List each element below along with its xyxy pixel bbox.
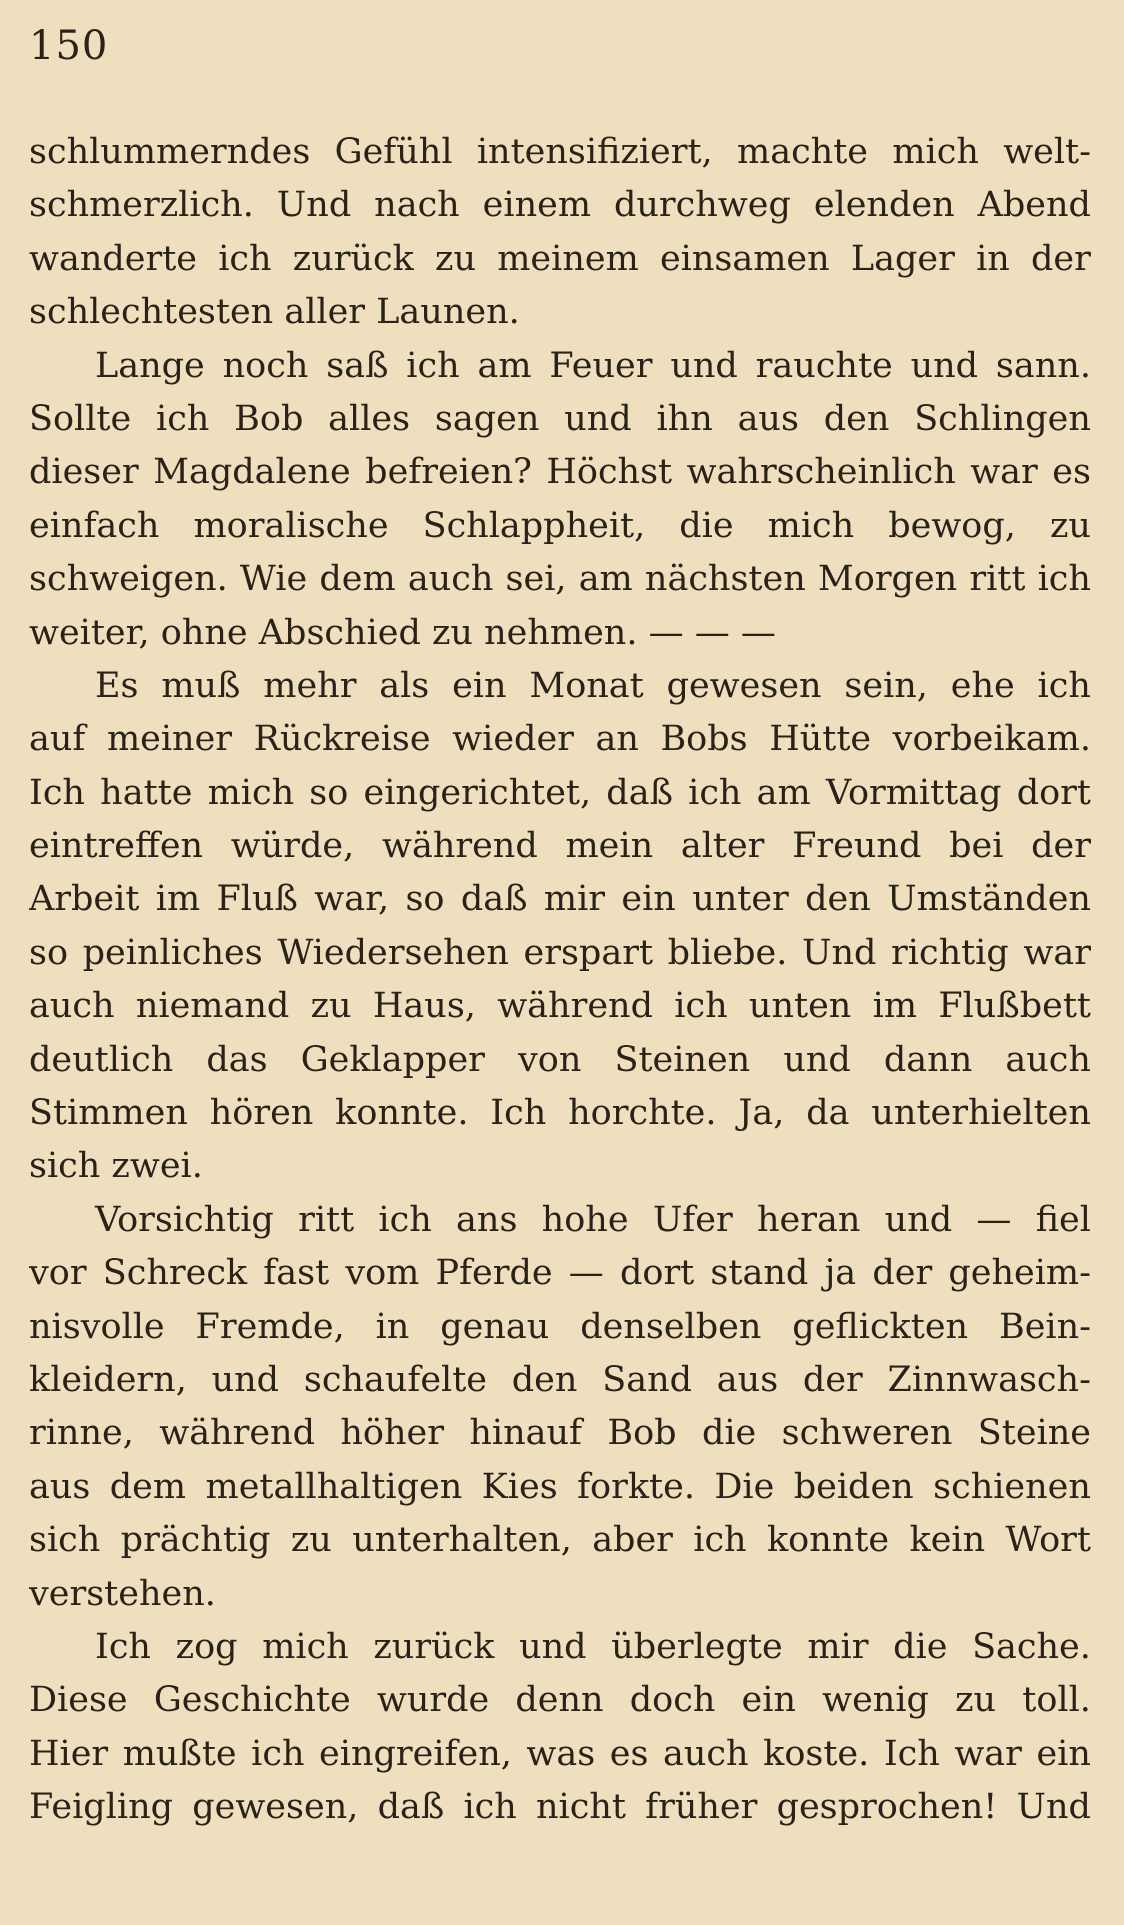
text-line: sich prächtig zu unterhalten, aber ich konnte kein Wort [29, 1520, 1091, 1561]
text-line: Stimmen hören konnte. Ich horchte. Ja, da unterhielten [29, 1093, 1091, 1134]
text-line: Ich zog mich zurück und überlegte mir die Sache. [95, 1626, 1091, 1667]
text-line: weiter, ohne Abschied zu nehmen. — — — [29, 612, 776, 653]
text-line: auch niemand zu Haus, während ich unten im Flußbett [29, 986, 1091, 1027]
text-line: schlechtesten aller Launen. [29, 292, 520, 333]
text-line: sich zwei. [29, 1146, 203, 1187]
text-line: rinne, während höher hinauf Bob die schweren Steine [29, 1413, 1091, 1454]
text-line: Hier mußte ich eingreifen, was es auch koste. Ich war ein [29, 1733, 1091, 1774]
body-text [29, 126, 1091, 1835]
text-line: wanderte ich zurück zu meinem einsamen Lager in der [29, 238, 1091, 279]
text-line: schlummerndes Gefühl intensifiziert, machte mich welt- [29, 132, 1091, 172]
text-line: einfach moralische Schlappheit, die mich bewog, zu [29, 505, 1091, 546]
text-line: vor Schreck fast vom Pferde — dort stand ja der geheim- [29, 1253, 1091, 1294]
text-line: Vorsichtig ritt ich ans hohe Ufer heran und — fiel [95, 1199, 1091, 1240]
text-line: Sollte ich Bob alles sagen und ihn aus den Schlingen [29, 398, 1091, 439]
text-line: auf meiner Rückreise wieder an Bobs Hütte vorbeikam. [29, 719, 1091, 760]
text-line: Es muß mehr als ein Monat gewesen sein, ehe ich [95, 665, 1091, 706]
text-line: so peinliches Wiedersehen erspart bliebe. Und richtig war [29, 932, 1091, 973]
text-line: Diese Geschichte wurde denn doch ein wenig zu toll. [29, 1680, 1091, 1721]
text-line: Arbeit im Fluß war, so daß mir ein unter den Umständen [29, 879, 1091, 920]
text-line: deutlich das Geklapper von Steinen und dann auch [29, 1039, 1091, 1080]
page-number: 150 [29, 23, 109, 69]
text-line: schmerzlich. Und nach einem durchweg elenden Abend [29, 185, 1091, 226]
text-line: verstehen. [29, 1573, 216, 1614]
text-line: schweigen. Wie dem auch sei, am nächsten Morgen ritt ich [29, 559, 1091, 600]
text-line: Feigling gewesen, daß ich nicht früher gesprochen! Und [29, 1787, 1091, 1828]
text-line: aus dem metallhaltigen Kies forkte. Die beiden schienen [29, 1466, 1091, 1507]
text-line: Ich hatte mich so eingerichtet, daß ich am Vormittag dort [29, 772, 1091, 813]
text-line: eintreffen würde, während mein alter Freund bei der [29, 826, 1091, 867]
text-line: Lange noch saß ich am Feuer und rauchte und sann. [95, 345, 1091, 386]
text-line: kleidern, und schaufelte den Sand aus der Zinnwasch- [29, 1359, 1091, 1400]
text-line: dieser Magdalene befreien? Höchst wahrscheinlich war es [29, 452, 1091, 493]
text-line: nisvolle Fremde, in genau denselben geflickten Bein- [29, 1306, 1091, 1347]
